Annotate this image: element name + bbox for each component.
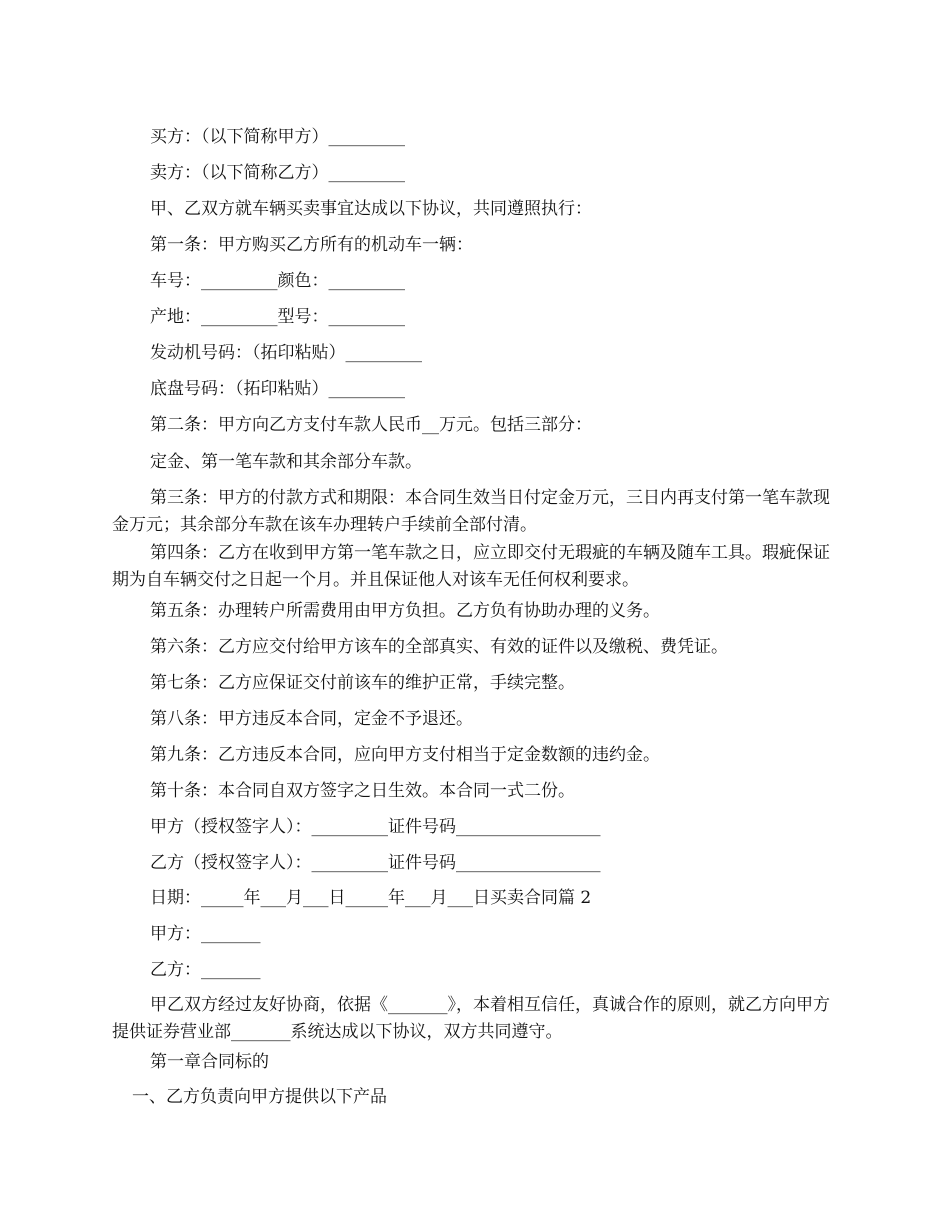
seller-line: 卖方：（以下简称乙方）_________ bbox=[150, 163, 405, 183]
article-5: 第五条：办理转户所需费用由甲方负担。乙方负有协助办理的义务。 bbox=[150, 601, 660, 621]
article-9: 第九条：乙方违反本合同，应向甲方支付相当于定金数额的违约金。 bbox=[150, 745, 660, 765]
article-6: 第六条：乙方应交付给甲方该车的全部真实、有效的证件以及缴税、费凭证。 bbox=[150, 637, 728, 657]
party-a-signature-line: 甲方（授权签字人）：_________证件号码_________________ bbox=[150, 817, 601, 837]
article-3: 第三条：甲方的付款方式和期限：本合同生效当日付定金万元，三日内再支付第一笔车款现金万元；其余部分车款在该车办理转户手续前全部付清。 bbox=[112, 488, 830, 535]
agreement-intro: 甲、乙双方就车辆买卖事宜达成以下协议，共同遵照执行： bbox=[150, 199, 592, 219]
article-2: 第二条：甲方向乙方支付车款人民币__万元。包括三部分： bbox=[150, 415, 592, 435]
party-a-line: 甲方：_______ bbox=[150, 924, 261, 944]
origin-model-line: 产地：_________型号：_________ bbox=[150, 307, 405, 327]
article-2-continued: 定金、第一笔车款和其余部分车款。 bbox=[150, 452, 422, 472]
car-number-color-line: 车号：_________颜色：_________ bbox=[150, 271, 405, 291]
article-10: 第十条：本合同自双方签字之日生效。本合同一式二份。 bbox=[150, 781, 575, 801]
article-4: 第四条：乙方在收到甲方第一笔车款之日，应立即交付无瑕疵的车辆及随车工具。瑕疵保证期为自车辆交付之日起一个月。并且保证他人对该车无任何权利要求。 bbox=[112, 543, 830, 590]
date-line: 日期：_____年___月___日_____年___月___日买卖合同篇 2 bbox=[150, 888, 592, 908]
article-8: 第八条：甲方违反本合同，定金不予退还。 bbox=[150, 709, 473, 729]
engine-number-line: 发动机号码：（拓印粘贴）_________ bbox=[150, 343, 422, 363]
article-1: 第一条：甲方购买乙方所有的机动车一辆： bbox=[150, 235, 473, 255]
chapter-1-heading: 第一章合同标的 bbox=[150, 1052, 269, 1072]
party-b-signature-line: 乙方（授权签字人）：_________证件号码_________________ bbox=[150, 853, 601, 873]
chassis-number-line: 底盘号码：（拓印粘贴）_________ bbox=[150, 379, 405, 399]
section-1-heading: 一、乙方负责向甲方提供以下产品 bbox=[132, 1087, 387, 1107]
buyer-line: 买方：（以下简称甲方）_________ bbox=[150, 127, 405, 147]
party-b-line: 乙方：_______ bbox=[150, 960, 261, 980]
article-7: 第七条：乙方应保证交付前该车的维护正常，手续完整。 bbox=[150, 673, 575, 693]
contract-2-intro: 甲乙双方经过友好协商，依据《_______》，本着相互信任，真诚合作的原则，就乙方向甲方提供证券营业部_______系统达成以下协议，双方共同遵守。 bbox=[112, 995, 830, 1042]
